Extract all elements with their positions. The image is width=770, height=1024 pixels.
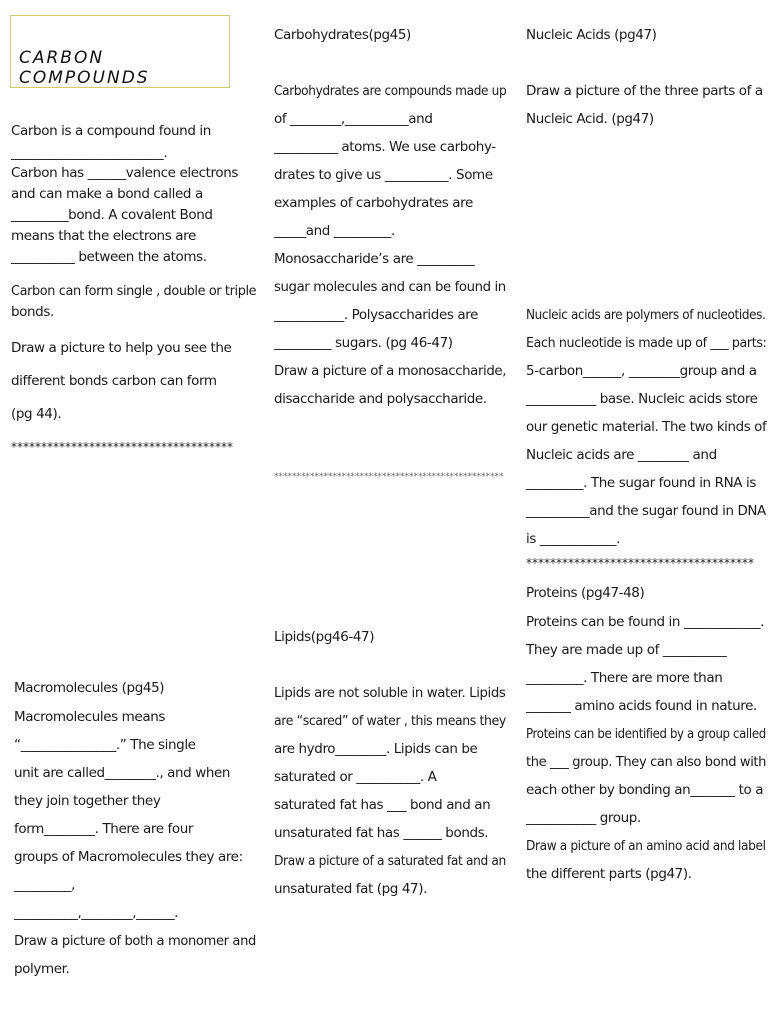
proteins-line: Draw a picture of an amino acid and label [526, 838, 766, 854]
carbon-divider: ************************************* [11, 440, 233, 454]
macromolecules-line: “_______________.” The single [14, 737, 196, 753]
nucleic-intro-line: Draw a picture of the three parts of a [526, 83, 763, 99]
carbohydrates-line: Draw a picture of a monosaccharide, [274, 363, 507, 379]
nucleic-line: Nucleic acids are polymers of nucleotides. [526, 307, 766, 323]
lipids-line: are “scared” of water , this means they [274, 713, 506, 729]
lipids-line: unsaturated fat (pg 47). [274, 881, 427, 897]
macromolecules-line: groups of Macromolecules they are: [14, 849, 243, 865]
lipids-line: unsaturated fat has ______ bonds. [274, 825, 489, 841]
nucleic-line: ___________ base. Nucleic acids store [526, 391, 758, 407]
carbohydrates-line: examples of carbohydrates are [274, 195, 473, 211]
nucleic-divider: ************************************** [526, 556, 754, 570]
title-box [10, 15, 230, 88]
carbohydrates-line: _____and _________. [274, 223, 395, 239]
carbon-line: _________bond. A covalent Bond [11, 207, 213, 223]
carbohydrates-line: _________ sugars. (pg 46-47) [274, 335, 453, 351]
macromolecules-line: unit are called________., and when [14, 765, 231, 781]
lipids-line: saturated fat has ___ bond and an [274, 797, 491, 813]
carbohydrates-heading: Carbohydrates(pg45) [274, 27, 411, 43]
carbon-line: and can make a bond called a [11, 186, 203, 202]
macromolecules-line: they join together they [14, 793, 161, 809]
carbohydrates-line: __________ atoms. We use carbohy- [274, 139, 496, 155]
proteins-line: Proteins can be found in ____________. [526, 614, 765, 630]
nucleic-line: Each nucleotide is made up of ___ parts: [526, 335, 767, 351]
carbon-line: Carbon is a compound found in [11, 123, 211, 139]
macromolecules-line: form________. There are four [14, 821, 194, 837]
page-title: CARBON COMPOUNDS [19, 48, 150, 88]
macromolecules-line: Macromolecules means [14, 709, 166, 725]
lipids-line: Lipids are not soluble in water. Lipids [274, 685, 506, 701]
macromolecules-line: Draw a picture of both a monomer and [14, 933, 256, 949]
nucleic-line: _________. The sugar found in RNA is [526, 475, 756, 491]
carbohydrates-line: disaccharide and polysaccharide. [274, 391, 487, 407]
proteins-line: the ___ group. They can also bond with [526, 754, 767, 770]
carbon-line: bonds. [11, 304, 54, 320]
nucleic-intro-line: Nucleic Acid. (pg47) [526, 111, 654, 127]
carbohydrates-line: of ________,__________and [274, 111, 433, 127]
carbon-line: (pg 44). [11, 406, 62, 422]
carbohydrates-line: Carbohydrates are compounds made up [274, 83, 507, 99]
carbon-line: ________________________. [11, 145, 168, 161]
nucleic-line: is ____________. [526, 531, 620, 547]
proteins-line: They are made up of __________ [526, 642, 727, 658]
carbon-line: means that the electrons are [11, 228, 196, 244]
carbohydrates-line: sugar molecules and can be found in [274, 279, 506, 295]
nucleic-line: our genetic material. The two kinds of [526, 419, 767, 435]
carbon-line: Draw a picture to help you see the [11, 340, 232, 356]
nucleic-heading: Nucleic Acids (pg47) [526, 27, 657, 43]
proteins-heading: Proteins (pg47-48) [526, 585, 645, 601]
lipids-line: Draw a picture of a saturated fat and an [274, 853, 506, 869]
proteins-line: ___________ group. [526, 810, 641, 826]
carbohydrates-line: ___________. Polysaccharides are [274, 307, 479, 323]
carbohydrates-line: Monosaccharide’s are _________ [274, 251, 475, 267]
carbohydrates-divider: *************************************************** [274, 472, 504, 482]
carbon-line: different bonds carbon can form [11, 373, 217, 389]
macromolecules-line: polymer. [14, 961, 70, 977]
proteins-line: _________. There are more than [526, 670, 723, 686]
macromolecules-line: __________,________,______. [14, 905, 179, 921]
carbon-line: Carbon can form single , double or triple [11, 283, 257, 299]
lipids-line: saturated or __________. A [274, 769, 437, 785]
proteins-line: the different parts (pg47). [526, 866, 692, 882]
macromolecules-line: Macromolecules (pg45) [14, 680, 165, 696]
proteins-line: _______ amino acids found in nature. [526, 698, 757, 714]
nucleic-line: __________and the sugar found in DNA [526, 503, 766, 519]
proteins-line: each other by bonding an_______ to a [526, 782, 764, 798]
lipids-heading: Lipids(pg46-47) [274, 629, 375, 645]
macromolecules-line: _________, [14, 877, 76, 893]
nucleic-line: Nucleic acids are ________ and [526, 447, 717, 463]
carbon-line: Carbon has ______valence electrons [11, 165, 239, 181]
carbohydrates-line: drates to give us __________. Some [274, 167, 493, 183]
nucleic-line: 5-carbon______, ________group and a [526, 363, 757, 379]
lipids-line: are hydro________. Lipids can be [274, 741, 478, 757]
proteins-line: Proteins can be identified by a group called [526, 726, 766, 742]
carbon-line: __________ between the atoms. [11, 249, 207, 265]
